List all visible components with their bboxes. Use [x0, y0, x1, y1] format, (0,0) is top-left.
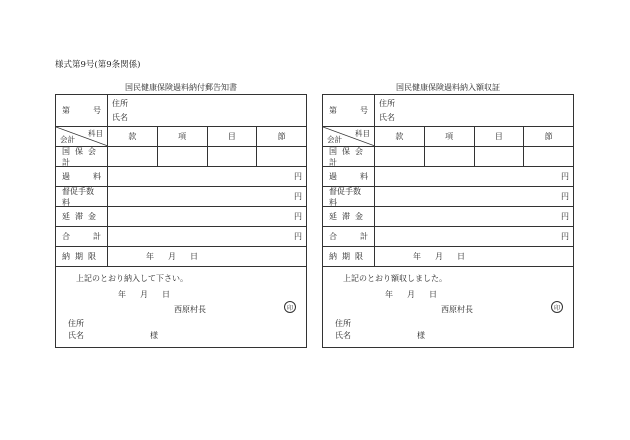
entai-label: 延滞金 — [323, 207, 375, 226]
footer-name-label: 氏名 — [335, 331, 351, 340]
tokusoku-label: 督促手数料 — [56, 187, 108, 206]
tokusoku-label: 督促手数料 — [323, 187, 375, 206]
sama-label: 様 — [150, 331, 158, 340]
footer-date: 年 月 日 — [118, 290, 170, 299]
kokuho-label: 国保会計 — [56, 147, 108, 166]
tokusoku-row — [56, 187, 306, 207]
receipt-footer — [323, 267, 573, 347]
noki-row — [56, 247, 306, 267]
kan-header: 款 — [375, 127, 425, 146]
mayor-name: 西原村長 — [441, 305, 473, 314]
footer-date: 年 月 日 — [385, 290, 437, 299]
gokei-row — [56, 227, 306, 247]
noki-row — [323, 247, 573, 267]
footer-address-label: 住所 — [335, 319, 351, 328]
kokuho-row — [323, 147, 573, 167]
name-label: 氏名 — [112, 112, 128, 122]
moku-header: 目 — [208, 127, 258, 146]
kan-header: 款 — [108, 127, 158, 146]
setsu-header: 節 — [544, 132, 553, 141]
panel-title: 国民健康保険過料納付郵告知書 — [125, 83, 237, 92]
number-label: 第 号 — [56, 95, 108, 126]
karyo-amount: 円 — [294, 172, 302, 181]
form-number: 様式第9号(第9条関係) — [55, 60, 141, 70]
notice-panel — [55, 82, 307, 348]
kamoku-kaikei-cell: 科目 会計 — [323, 127, 375, 146]
panel-title: 国民健康保険過料納入額収証 — [396, 83, 500, 92]
kou-header: 項 — [425, 127, 475, 146]
moku-header: 目 — [475, 127, 525, 146]
karyo-row — [323, 167, 573, 187]
footer-name-label: 氏名 — [68, 331, 84, 340]
receipt-message: 上記のとおり額収しました。 — [343, 274, 447, 283]
noki-date: 年 月 日 — [413, 252, 465, 261]
kokuho-row — [56, 147, 306, 167]
tokusoku-amount: 円 — [561, 192, 569, 201]
gokei-amount: 円 — [561, 232, 569, 241]
noki-label: 納期限 — [323, 247, 375, 266]
seal-icon: 印 — [284, 301, 296, 313]
entai-label: 延滞金 — [56, 207, 108, 226]
mayor-name: 西原村長 — [174, 305, 206, 314]
karyo-row — [56, 167, 306, 187]
address-cell — [375, 95, 573, 126]
kamoku-row — [323, 127, 573, 147]
karyo-label: 過 料 — [323, 167, 375, 186]
entai-amount: 円 — [561, 212, 569, 221]
address-label: 住所 — [112, 99, 128, 109]
tokusoku-amount: 円 — [294, 192, 302, 201]
gokei-label: 合 計 — [56, 227, 108, 246]
entai-amount: 円 — [294, 212, 302, 221]
kamoku-kaikei-cell: 科目 会計 — [56, 127, 108, 146]
sama-label: 様 — [417, 331, 425, 340]
tokusoku-row — [323, 187, 573, 207]
notice-message: 上記のとおり納入して下さい。 — [76, 274, 188, 283]
receipt-panel — [322, 82, 574, 348]
karyo-label: 過 料 — [56, 167, 108, 186]
kokuho-label: 国保会計 — [323, 147, 375, 166]
entai-row — [323, 207, 573, 227]
gokei-label: 合 計 — [323, 227, 375, 246]
number-label: 第 号 — [323, 95, 375, 126]
notice-footer — [56, 267, 306, 347]
kou-header: 項 — [158, 127, 208, 146]
address-cell — [108, 95, 306, 126]
notice-table — [55, 94, 307, 348]
entai-row — [56, 207, 306, 227]
seal-icon: 印 — [551, 301, 563, 313]
header-row — [323, 95, 573, 127]
kamoku-row — [56, 127, 306, 147]
footer-address-label: 住所 — [68, 319, 84, 328]
name-label: 氏名 — [379, 112, 395, 122]
receipt-table — [322, 94, 574, 348]
noki-date: 年 月 日 — [146, 252, 198, 261]
noki-label: 納期限 — [56, 247, 108, 266]
gokei-row — [323, 227, 573, 247]
gokei-amount: 円 — [294, 232, 302, 241]
header-row — [56, 95, 306, 127]
karyo-amount: 円 — [561, 172, 569, 181]
address-label: 住所 — [379, 99, 395, 109]
setsu-header: 節 — [277, 132, 286, 141]
